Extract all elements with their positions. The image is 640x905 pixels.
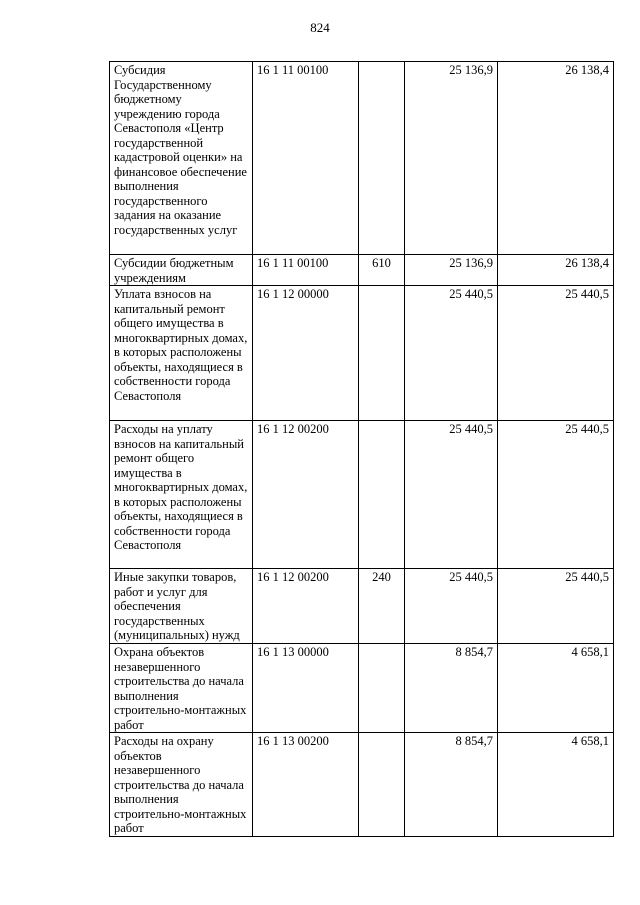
- row-type: [359, 286, 405, 421]
- row-value-1: 25 440,5: [405, 286, 498, 421]
- row-type: [359, 644, 405, 733]
- row-value-2: 26 138,4: [498, 255, 614, 286]
- table-row: [110, 421, 614, 569]
- table-row: [110, 644, 614, 733]
- row-type: 240: [359, 569, 405, 644]
- row-value-1: 25 136,9: [405, 62, 498, 255]
- row-name: Уплата взносов на капитальный ремонт общего имущества в многоквартирных домах, в которых расположены объекты, находящиеся в собственности города Севастополя: [110, 286, 253, 421]
- row-code: 16 1 12 00200: [253, 569, 359, 644]
- row-value-1: 25 136,9: [405, 255, 498, 286]
- table-row: [110, 255, 614, 286]
- row-value-1: 25 440,5: [405, 569, 498, 644]
- row-code: 16 1 11 00100: [253, 255, 359, 286]
- row-value-2: 4 658,1: [498, 644, 614, 733]
- row-name: Расходы на уплату взносов на капитальный ремонт общего имущества в многоквартирных домах, в которых расположены объекты, находящиеся в собственности города Севастополя: [110, 421, 253, 569]
- row-name: Иные закупки товаров, работ и услуг для обеспечения государственных (муниципальных) нужд: [110, 569, 253, 644]
- table-row: [110, 286, 614, 421]
- row-type: [359, 733, 405, 837]
- row-code: 16 1 12 00000: [253, 286, 359, 421]
- row-code: 16 1 12 00200: [253, 421, 359, 569]
- row-name: Субсидии бюджетным учреждениям: [110, 255, 253, 286]
- budget-table: [109, 61, 614, 837]
- row-value-1: 8 854,7: [405, 733, 498, 837]
- table-row: [110, 569, 614, 644]
- row-value-1: 25 440,5: [405, 421, 498, 569]
- row-type: [359, 62, 405, 255]
- row-code: 16 1 13 00200: [253, 733, 359, 837]
- row-code: 16 1 13 00000: [253, 644, 359, 733]
- page-number: 824: [310, 20, 330, 35]
- row-code: 16 1 11 00100: [253, 62, 359, 255]
- row-value-2: 26 138,4: [498, 62, 614, 255]
- table-row: [110, 733, 614, 837]
- row-name: Расходы на охрану объектов незавершенного строительства до начала выполнения строительно-монтажных работ: [110, 733, 253, 837]
- row-name: Субсидия Государственному бюджетному учреждению города Севастополя «Центр государственной кадастровой оценки» на финансовое обеспечение выполнения государственного задания на оказание государственных услуг: [110, 62, 253, 255]
- row-value-2: 25 440,5: [498, 286, 614, 421]
- row-value-1: 8 854,7: [405, 644, 498, 733]
- row-value-2: 25 440,5: [498, 569, 614, 644]
- row-value-2: 4 658,1: [498, 733, 614, 837]
- row-type: [359, 421, 405, 569]
- table-row: [110, 62, 614, 255]
- row-type: 610: [359, 255, 405, 286]
- row-value-2: 25 440,5: [498, 421, 614, 569]
- row-name: Охрана объектов незавершенного строительства до начала выполнения строительно-монтажных работ: [110, 644, 253, 733]
